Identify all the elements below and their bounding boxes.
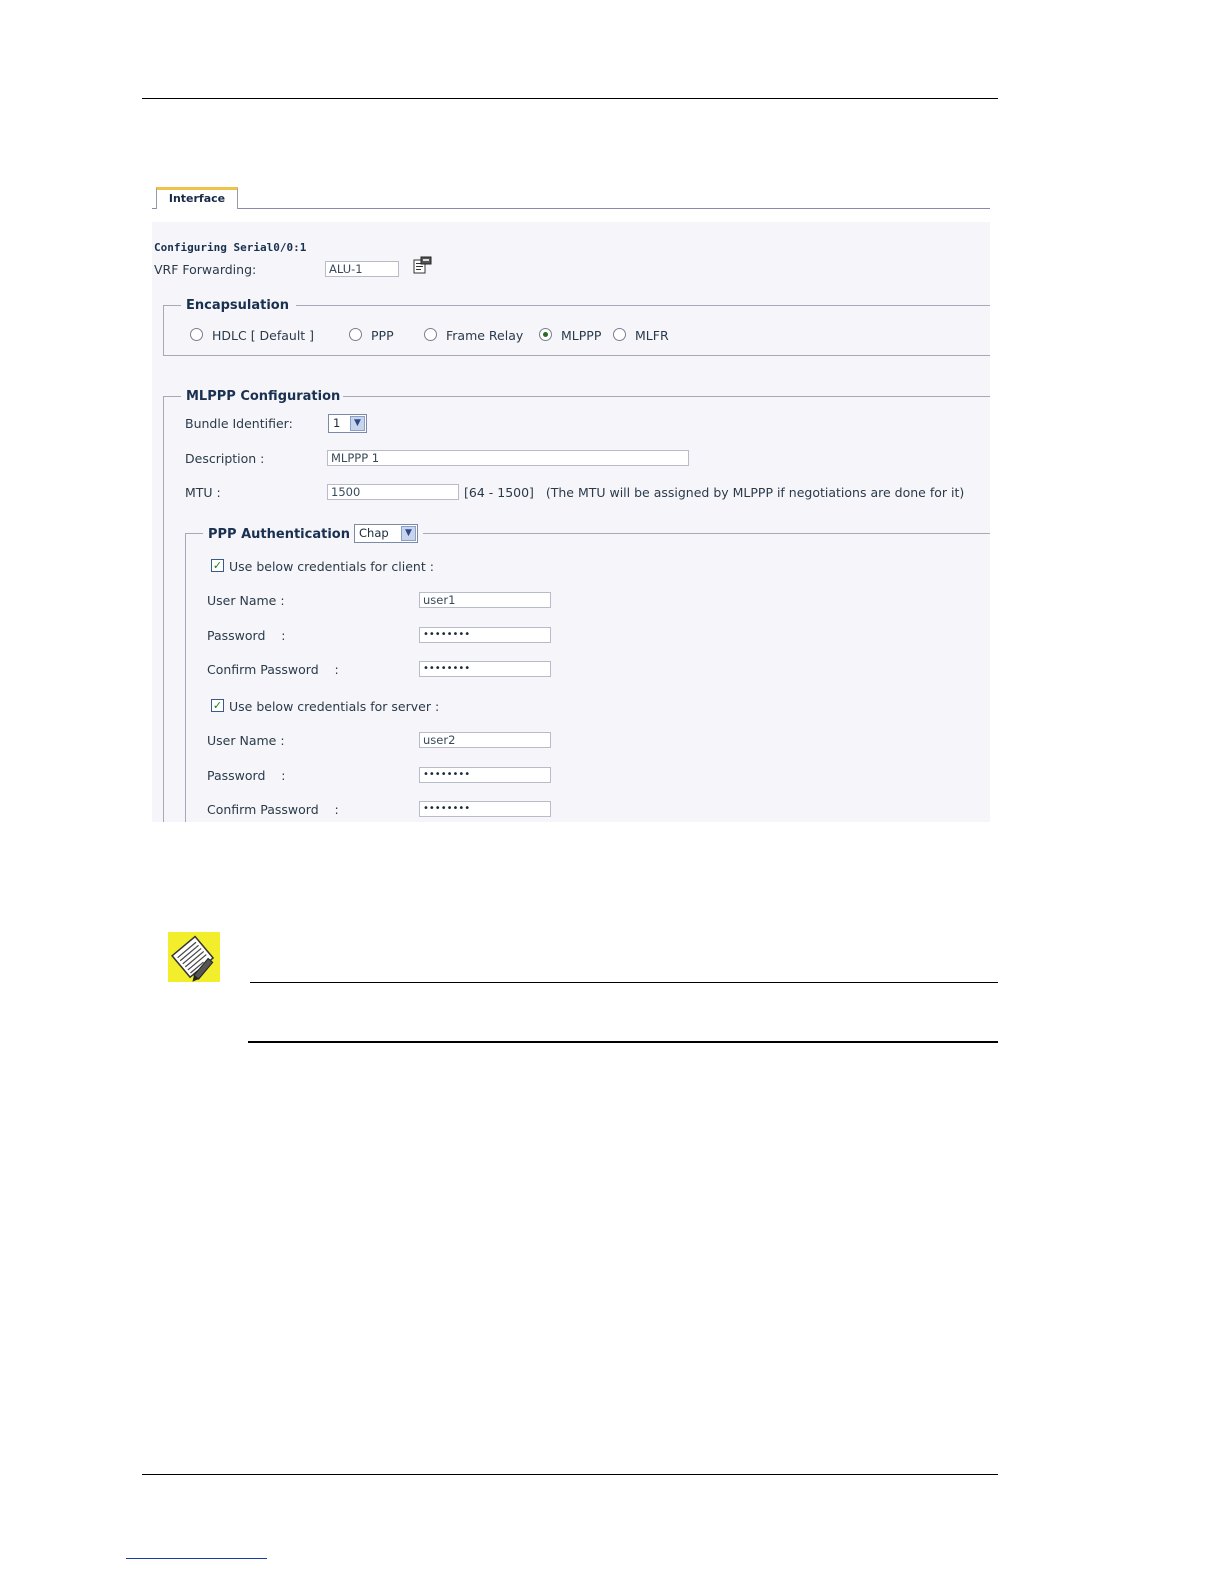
radio-hdlc[interactable] [190, 328, 203, 341]
footer-rule [142, 1474, 998, 1475]
ppp-legend: PPP Authentication [208, 527, 350, 542]
client-username-label: User Name : [207, 593, 285, 608]
mtu-field[interactable]: 1500 [327, 484, 459, 500]
client-username-field[interactable]: user1 [419, 592, 551, 608]
mlppp-border-left [163, 396, 164, 822]
chevron-down-icon: ▼ [401, 526, 416, 541]
server-confirm-field[interactable]: •••••••• [419, 801, 551, 817]
note-rule-top [250, 982, 998, 983]
encap-border-top-left [163, 305, 181, 306]
bundle-select-value: 1 [333, 416, 341, 430]
client-credentials-checkbox[interactable]: ✓ [212, 559, 223, 572]
radio-frame-relay-label: Frame Relay [446, 328, 524, 343]
chevron-down-icon: ▼ [350, 416, 365, 431]
tab-baseline-left [152, 208, 156, 209]
config-icon[interactable] [413, 256, 433, 274]
radio-hdlc-label: HDLC [ Default ] [212, 328, 315, 343]
radio-mlfr[interactable] [613, 328, 626, 341]
mlppp-border-top [343, 396, 990, 397]
server-confirm-label: Confirm Password : [207, 802, 339, 817]
vrf-field[interactable]: ALU-1 [325, 261, 399, 277]
server-username-label: User Name : [207, 733, 285, 748]
vrf-label: VRF Forwarding: [154, 262, 257, 277]
client-password-field[interactable]: •••••••• [419, 627, 551, 643]
ppp-border-top-left [185, 533, 203, 534]
tab-baseline [238, 208, 990, 209]
server-credentials-checkbox[interactable]: ✓ [212, 699, 223, 712]
radio-frame-relay[interactable] [424, 328, 437, 341]
server-password-label: Password : [207, 768, 286, 783]
config-header: Configuring Serial0/0:1 [154, 241, 307, 254]
radio-ppp[interactable] [349, 328, 362, 341]
encap-legend: Encapsulation [186, 298, 289, 313]
ppp-border-left [185, 533, 186, 822]
mlppp-legend: MLPPP Configuration [186, 389, 341, 404]
description-label: Description : [185, 451, 265, 466]
client-confirm-label: Confirm Password : [207, 662, 339, 677]
radio-mlfr-label: MLFR [635, 328, 669, 343]
bundle-label: Bundle Identifier: [185, 416, 293, 431]
radio-mlppp-label: MLPPP [561, 328, 602, 343]
tab-interface[interactable]: Interface [156, 187, 238, 209]
mtu-hint: [64 - 1500] (The MTU will be assigned by MLPPP if negotiations are done for it) [464, 485, 965, 500]
radio-ppp-label: PPP [371, 328, 394, 343]
ppp-border-top [423, 533, 990, 534]
encap-border-left [163, 305, 164, 356]
bundle-select[interactable] [328, 414, 367, 433]
client-password-label: Password : [207, 628, 286, 643]
ppp-method-select[interactable] [354, 524, 418, 543]
mtu-label: MTU : [185, 485, 221, 500]
radio-mlppp[interactable] [539, 328, 552, 341]
mlppp-border-top-left [163, 396, 181, 397]
ppp-method-value: Chap [359, 526, 389, 540]
footer-link-underline [126, 1558, 267, 1559]
client-credentials-label: Use below credentials for client : [229, 559, 434, 574]
note-pencil-icon [168, 932, 220, 982]
server-username-field[interactable]: user2 [419, 732, 551, 748]
encap-border-top [296, 305, 990, 306]
client-confirm-field[interactable]: •••••••• [419, 661, 551, 677]
header-rule [142, 98, 998, 99]
encap-border-bottom [163, 355, 990, 356]
server-credentials-label: Use below credentials for server : [229, 699, 440, 714]
note-rule-bottom [248, 1041, 998, 1043]
description-field[interactable]: MLPPP 1 [327, 450, 689, 466]
server-password-field[interactable]: •••••••• [419, 767, 551, 783]
